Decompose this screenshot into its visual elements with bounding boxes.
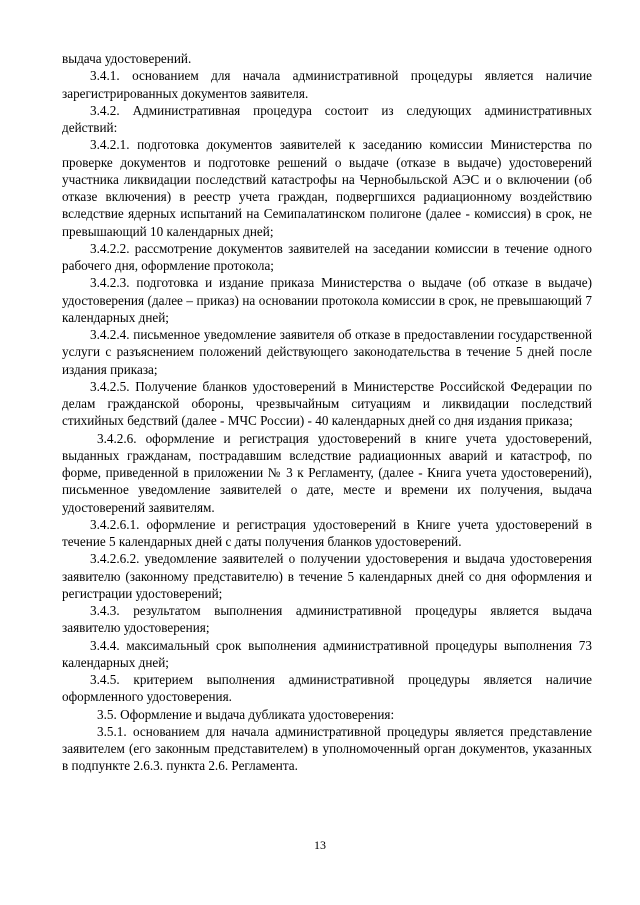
paragraph: 3.4.2.6. оформление и регистрация удостоверений в книге учета удостоверений, выданных гражданам, пострадавшим вследствие радиационных аварий и катастроф, по форме, приведенной в приложении № 3 к Регламенту, (далее - Книга учета удостоверений), письменное уведомление заявителей о дате, месте и времени их получения, выдача удостоверений заявителям. [62,430,592,515]
paragraph: выдача удостоверений. [62,51,192,66]
paragraph: 3.4.2.2. рассмотрение документов заявителей на заседании комиссии в течение одного рабочего дня, оформление протокола; [62,240,592,273]
paragraph: 3.4.2.1. подготовка документов заявителей к заседанию комиссии Министерства по проверке документов и подготовке решений о выдаче (отказе в выдаче) удостоверений участника ликвидации последствий катастрофы на Чернобыльской АЭС и о включении (об отказе включения) в реестр учета граждан, подвергшихся радиационному воздействию вследствие ядерных испытаний на Семипалатинском полигоне (далее - комиссия) в срок, не превышающий 10 календарных дней; [62,137,592,239]
paragraph: 3.4.5. критерием выполнения административной процедуры является наличие оформленного удостоверения. [62,672,592,705]
page-number: 13 [314,838,326,852]
document-body [62,50,592,775]
paragraph: 3.4.2.3. подготовка и издание приказа Министерства о выдаче (об отказе в выдаче) удостоверения (далее – приказ) на основании протокола комиссии в срок, не превышающий 7 календарных дней; [62,275,592,325]
section-heading: 3.5. Оформление и выдача дубликата удостоверения: [97,706,395,722]
paragraph: 3.4.2. Административная процедура состоит из следующих административных действий: [62,102,592,135]
paragraph: 3.4.1. основанием для начала административной процедуры является наличие зарегистрированных документов заявителя. [62,68,592,101]
paragraph: 3.4.2.6.2. уведомление заявителей о получении удостоверения и выдача удостоверения заявителю (законному представителю) в течение 5 календарных дней со дня оформления и регистрации удостоверений; [62,551,592,601]
paragraph: 3.4.3. результатом выполнения административной процедуры является выдача заявителю удостоверения; [62,603,592,636]
paragraph: 3.4.2.5. Получение бланков удостоверений в Министерстве Российской Федерации по делам гражданской обороны, чрезвычайным ситуациям и ликвидации последствий стихийных бедствий (далее - МЧС России) - 40 календарных дней со дня издания приказа; [62,378,592,429]
paragraph: 3.5.1. основанием для начала административной процедуры является представление заявителем (его законным представителем) в уполномоченный орган документов, указанных в подпункте 2.6.3. пункта 2.6. Регламента. [62,723,592,774]
paragraph: 3.4.4. максимальный срок выполнения административной процедуры выполнения 73 календарных дней; [62,637,592,670]
paragraph: 3.4.2.4. письменное уведомление заявителя об отказе в предоставлении государственной услуги с разъяснением положений действующего законодательства в течение 5 дней после издания приказа; [62,327,592,377]
paragraph: 3.4.2.6.1. оформление и регистрация удостоверений в Книге учета удостоверений в течение 5 календарных дней с даты получения бланков удостоверений. [62,516,592,549]
